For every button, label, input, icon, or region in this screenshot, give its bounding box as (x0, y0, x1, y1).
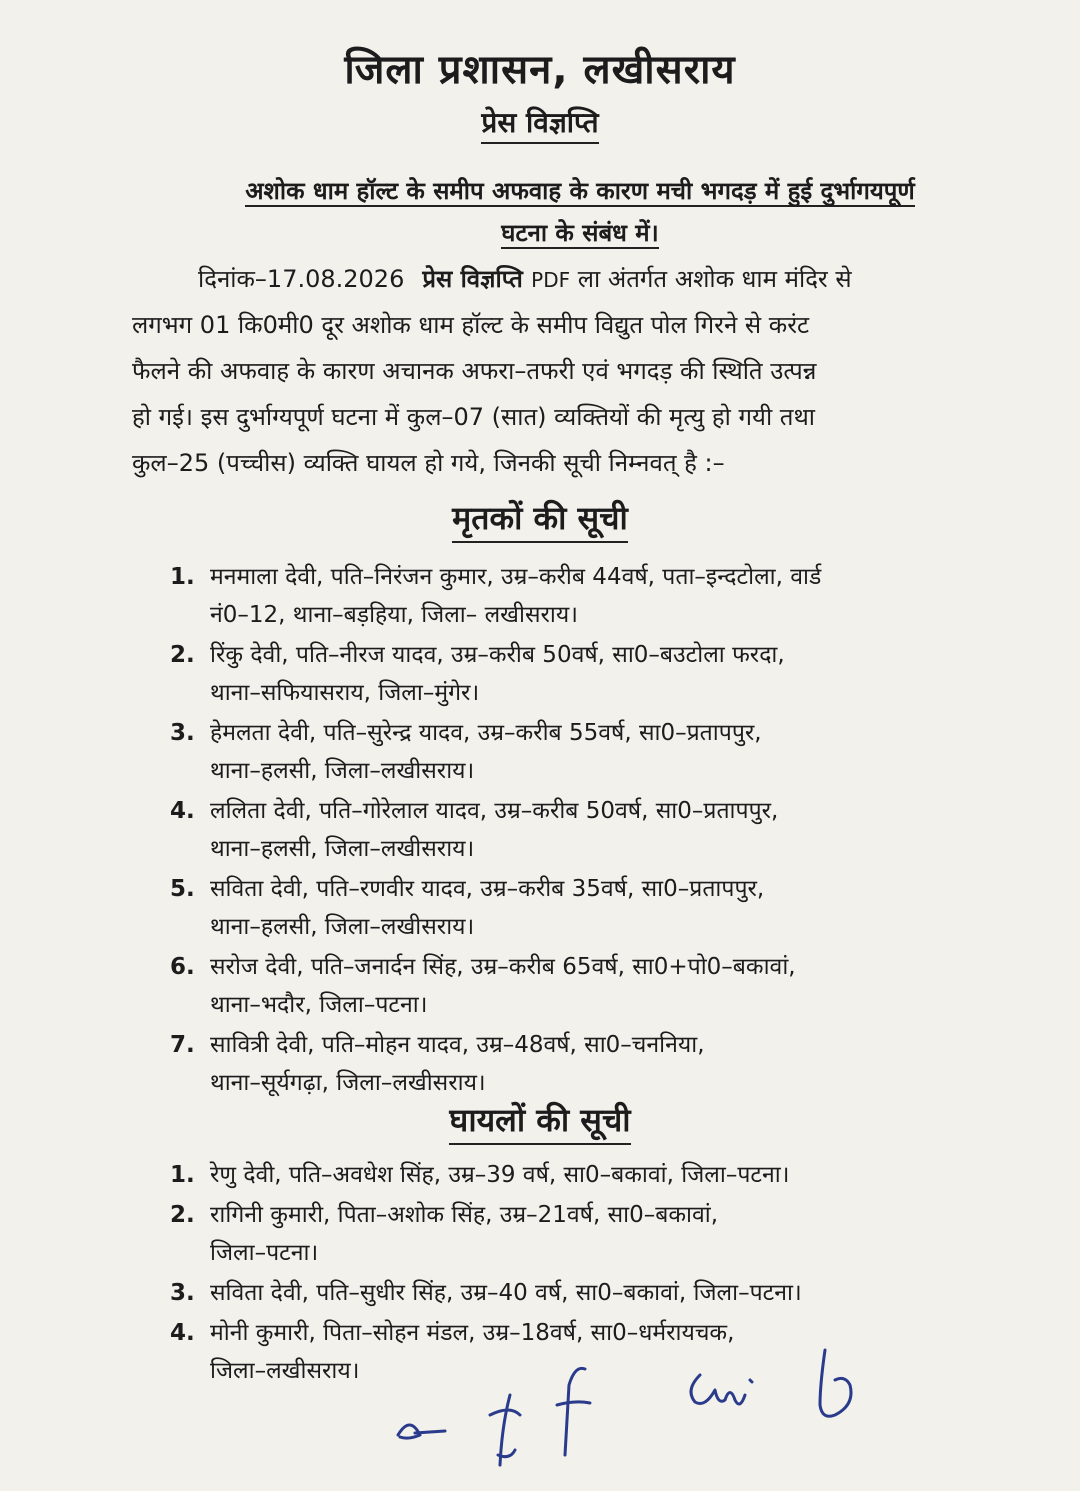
signature-1 (390, 1395, 460, 1455)
intro-line-2: लगभग 01 कि0मी0 दूर अशोक धाम हॉल्ट के समीप विद्युत पोल गिरने से करंट (132, 311, 810, 339)
intro-paragraph (132, 256, 1032, 486)
intro-line-5: कुल–25 (पच्चीस) व्यक्ति घायल हो गये, जिनकी सूची निम्नवत् है :– (132, 449, 725, 477)
list-item: 1. मनमाला देवी, पति–निरंजन कुमार, उम्र–करीब 44वर्ष, पता–इन्दटोला, वार्ड नं0–12, थाना–बड़हिया, जिला– लखीसराय। (170, 564, 822, 628)
intro-line-3: फैलने की अफवाह के कारण अचानक अफरा–तफरी एवं भगदड़ की स्थिति उत्पन्न (132, 357, 817, 385)
list-item: 7. सावित्री देवी, पति–मोहन यादव, उम्र–48वर्ष, सा0–चननिया, थाना–सूर्यगढ़ा, जिला–लखीसराय। (170, 1032, 705, 1096)
list-item: 2. रिंकु देवी, पति–नीरज यादव, उम्र–करीब 50वर्ष, सा0–बउटोला फरदा, थाना–सफियासराय, जिला–मुंगेर। (170, 642, 785, 706)
subject-line-2: घटना के संबंध में। (501, 219, 659, 247)
list-item: 3. सविता देवी, पति–सुधीर सिंह, उम्र–40 वर्ष, सा0–बकावां, जिला–पटना। (170, 1280, 802, 1306)
list-item: 6. सरोज देवी, पति–जनार्दन सिंह, उम्र–करीब 65वर्ष, सा0+पो0–बकावां, थाना–भदौर, जिला–पटना। (170, 954, 796, 1018)
list-item: 1. रेणु देवी, पति–अवधेश सिंह, उम्र–39 वर्ष, सा0–बकावां, जिला–पटना। (170, 1162, 790, 1188)
subject-heading (130, 170, 1030, 254)
subject-line-1: अशोक धाम हॉल्ट के समीप अफवाह के कारण मची भगदड़ में हुई दुर्भागयपूर्ण (245, 177, 915, 205)
list-item: 5. सविता देवी, पति–रणवीर यादव, उम्र–करीब 35वर्ष, सा0–प्रतापपुर, थाना–हलसी, जिला–लखीसराय। (170, 876, 765, 940)
injured-list-title: घायलों की सूची (0, 1098, 1080, 1141)
intro-line-1: ला अंतर्गत अशोक धाम मंदिर से (577, 265, 852, 293)
release-date: दिनांक–17.08.2026 (198, 265, 405, 293)
list-item: 4. मोनी कुमारी, पिता–सोहन मंडल, उम्र–18वर्ष, सा0–धर्मरायचक, जिला–लखीसराय। (170, 1320, 735, 1384)
watermark-overlay: प्रेस विज्ञप्ति PDF (422, 265, 571, 293)
signature-5 (800, 1345, 870, 1425)
signature-3 (545, 1355, 615, 1465)
intro-line-4: हो गई। इस दुर्भाग्यपूर्ण घटना में कुल–07 (सात) व्यक्तियों की मृत्यु हो गयी तथा (132, 403, 816, 431)
deceased-list-title: मृतकों की सूची (0, 496, 1080, 539)
signature-4 (680, 1360, 770, 1420)
list-item: 3. हेमलता देवी, पति–सुरेन्द्र यादव, उम्र–करीब 55वर्ष, सा0–प्रतापपुर, थाना–हलसी, जिला–लखीसराय। (170, 720, 762, 784)
deceased-list (170, 558, 1030, 1102)
list-item: 4. ललिता देवी, पति–गोरेलाल यादव, उम्र–करीब 50वर्ष, सा0–प्रतापपुर, थाना–हलसी, जिला–लखीसराय। (170, 798, 779, 862)
office-title: जिला प्रशासन, लखीसराय (344, 47, 736, 93)
document-type: प्रेस विज्ञप्ति (0, 103, 1080, 141)
list-item: 2. रागिनी कुमारी, पिता–अशोक सिंह, उम्र–21वर्ष, सा0–बकावां, जिला–पटना। (170, 1202, 719, 1266)
